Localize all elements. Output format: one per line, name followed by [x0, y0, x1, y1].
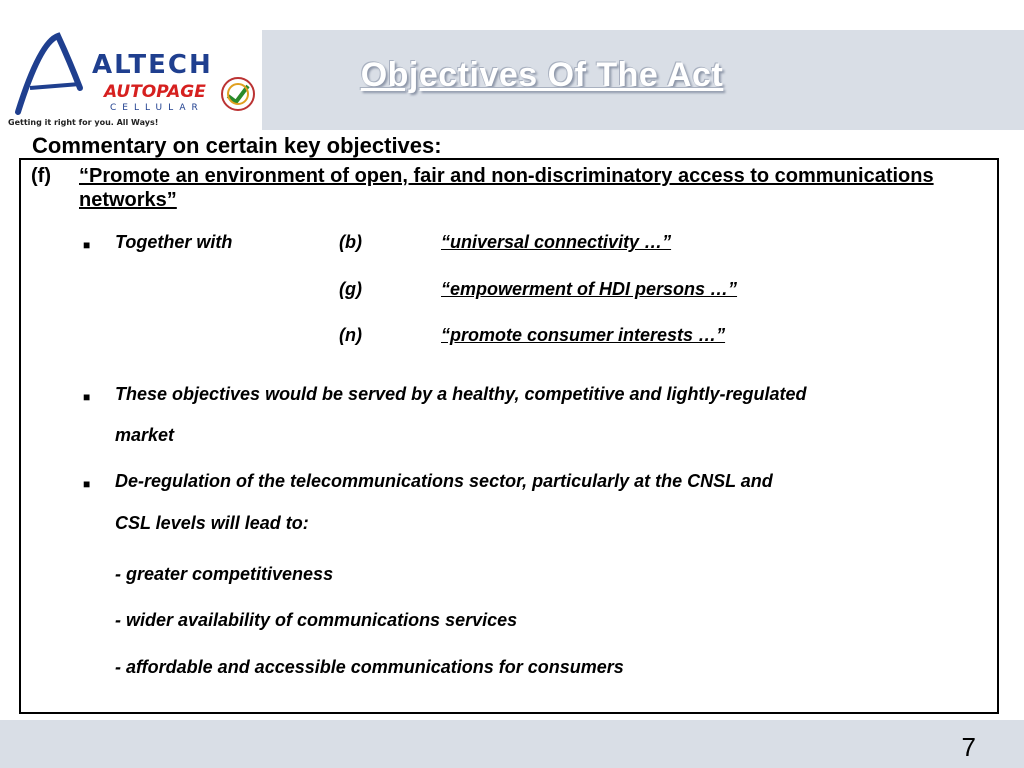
- bullet3-line1: De-regulation of the telecommunications sector, particularly at the CNSL and: [115, 471, 773, 491]
- ref-g-text: “empowerment of HDI persons …”: [441, 279, 738, 299]
- ref-b: (b): [339, 232, 362, 252]
- outcome-item: - affordable and accessible communications for consumers: [115, 657, 624, 677]
- bullet-icon: ■: [83, 238, 91, 252]
- logo-tagline: Getting it right for you. All Ways!: [8, 118, 159, 127]
- together-label: Together with: [115, 232, 233, 252]
- objective-text: “Promote an environment of open, fair and non-discriminatory access to communications networks”: [79, 165, 934, 211]
- ref-n-text: “promote consumer interests …”: [441, 325, 726, 345]
- bullet-icon: ■: [83, 477, 91, 491]
- brand-autopage: AUTOPAGE: [104, 82, 206, 102]
- objective-marker: (f): [31, 165, 51, 187]
- content-box: [19, 158, 999, 714]
- brand-altech: ALTECH: [92, 50, 213, 80]
- ref-b-text: “universal connectivity …”: [441, 232, 672, 252]
- outcome-item: - wider availability of communications services: [115, 610, 518, 630]
- outcome-item: - greater competitiveness: [115, 564, 334, 584]
- bullet-icon: ■: [83, 390, 91, 404]
- commentary-heading: Commentary on certain key objectives:: [32, 133, 442, 158]
- ref-n: (n): [339, 325, 362, 345]
- bullet2-line1: These objectives would be served by a healthy, competitive and lightly-regulated: [115, 384, 807, 404]
- page-title: Objectives Of The Act: [360, 56, 724, 94]
- brand-cellular: CELLULAR: [110, 103, 204, 113]
- ref-g: (g): [339, 279, 362, 299]
- footer-band: [0, 720, 1024, 768]
- bullet2-line2: market: [115, 425, 175, 445]
- page-number: 7: [961, 732, 976, 762]
- bullet3-line2: CSL levels will lead to:: [115, 513, 309, 533]
